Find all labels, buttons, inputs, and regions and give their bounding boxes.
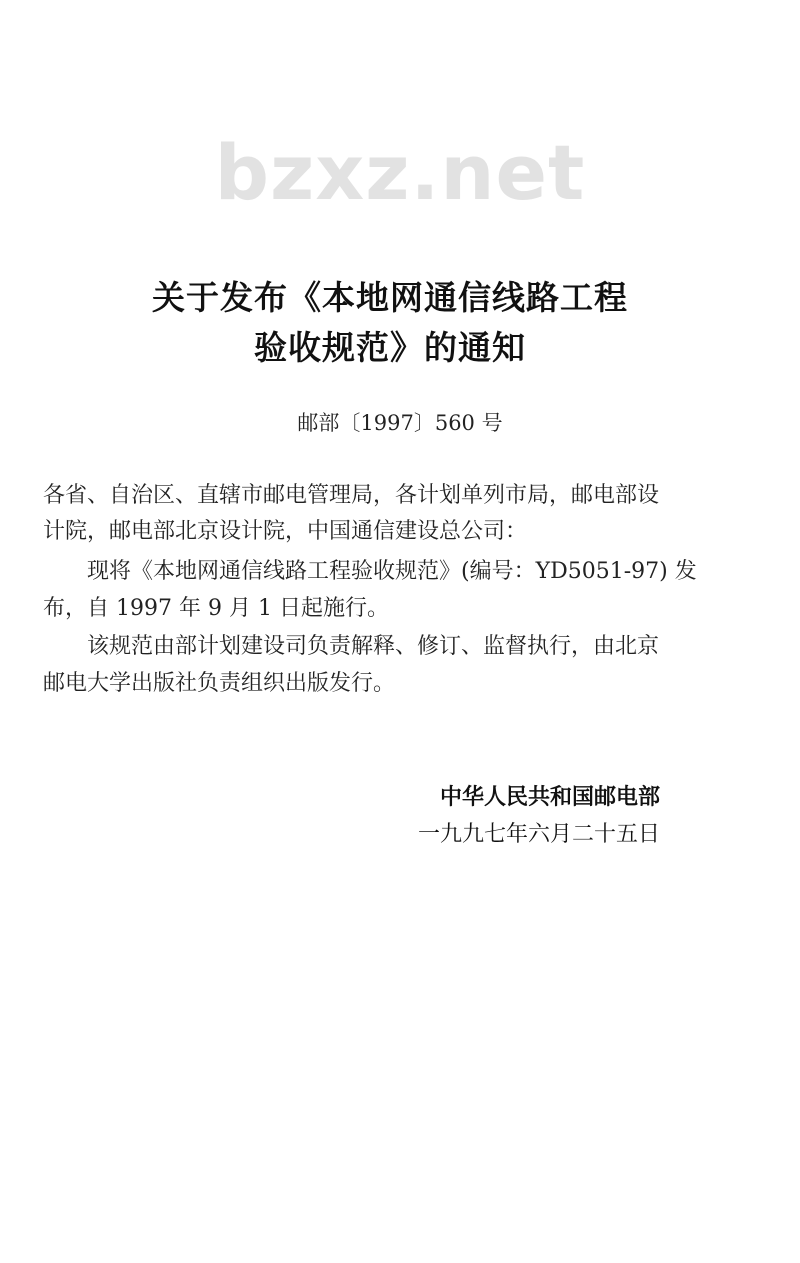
responsibility-paragraph-line2: 邮电大学出版社负责组织出版发行。 <box>43 671 396 696</box>
notice-paragraph-line2: 布，自 1997 年 9 月 1 日起施行。 <box>43 596 389 621</box>
document-title-line2: 验收规范》的通知 <box>254 328 526 367</box>
recipients-line2: 计院，邮电部北京设计院，中国通信建设总公司： <box>43 519 528 544</box>
recipients-line1: 各省、自治区、直辖市邮电管理局，各计划单列市局，邮电部设 <box>43 483 660 508</box>
document-title-line1: 关于发布《本地网通信线路工程 <box>152 278 628 317</box>
document-number: 邮部〔1997〕560 号 <box>297 411 503 435</box>
responsibility-paragraph-line1: 该规范由部计划建设司负责解释、修订、监督执行，由北京 <box>87 634 660 659</box>
watermark-logo: bzxz.net <box>214 128 586 217</box>
notice-paragraph-line1: 现将《本地网通信线路工程验收规范》(编号：YD5051-97) 发 <box>87 559 697 584</box>
issue-date: 一九九七年六月二十五日 <box>418 822 661 847</box>
issuing-organization: 中华人民共和国邮电部 <box>440 785 661 810</box>
